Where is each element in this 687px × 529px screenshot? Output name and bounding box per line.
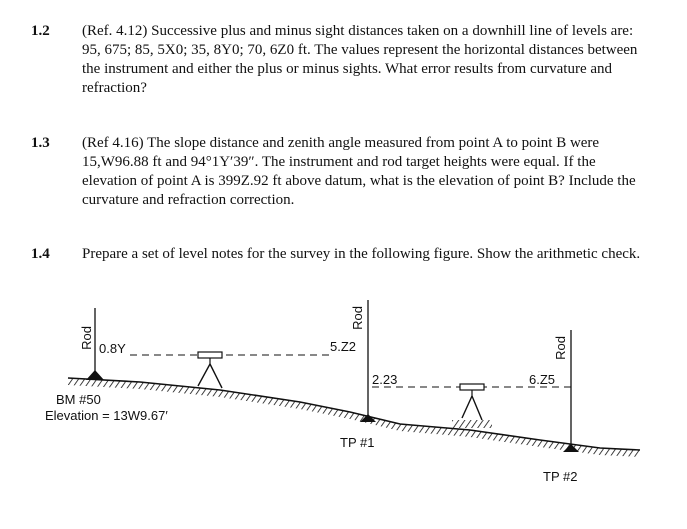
problem-number: 1.3 — [31, 135, 50, 151]
problem-text: (Ref. 4.12) Successive plus and minus sight distances taken on a downhill line of levels are: 95, 675; 85, 5X0; 35, 8Y0; 70, 6Z0 ft. The values represent the horizontal distances between the instrument and either the plus or minus sights. What error results from curvature and refraction? — [82, 23, 638, 96]
problem-number: 1.2 — [31, 23, 50, 39]
reading-3: 2.23 — [372, 372, 398, 387]
level-instrument-1-icon — [198, 352, 222, 388]
problem-text: (Ref 4.16) The slope distance and zenith angle measured from point A to point B were 15,W96.88 ft and 94°1Y′39″. The instrument and rod target heights were equal. If the elevation of point A is 399Z.92 ft above datum, what is the elevation of point B? Include the curvature and refraction correction. — [82, 135, 636, 208]
bm-elevation: Elevation = 13W9.67′ — [45, 408, 168, 423]
reading-4: 6.Z5 — [529, 372, 556, 387]
bm-marker-icon — [86, 370, 104, 380]
rod-1-label: Rod — [79, 326, 94, 350]
problem-text: Prepare a set of level notes for the survey in the following figure. Show the arithmetic check. — [82, 246, 641, 262]
reading-1: 0.8Y — [99, 341, 126, 356]
tp1-label: TP #1 — [340, 435, 375, 450]
leveling-survey-figure — [0, 290, 687, 529]
reading-2: 5.Z2 — [330, 339, 357, 354]
problem-number: 1.4 — [31, 246, 50, 262]
bm-label: BM #50 — [56, 392, 101, 407]
level-instrument-2-icon — [452, 384, 492, 428]
rod-2-label: Rod — [350, 306, 365, 330]
rod-3-label: Rod — [553, 336, 568, 360]
tp2-label: TP #2 — [543, 469, 578, 484]
